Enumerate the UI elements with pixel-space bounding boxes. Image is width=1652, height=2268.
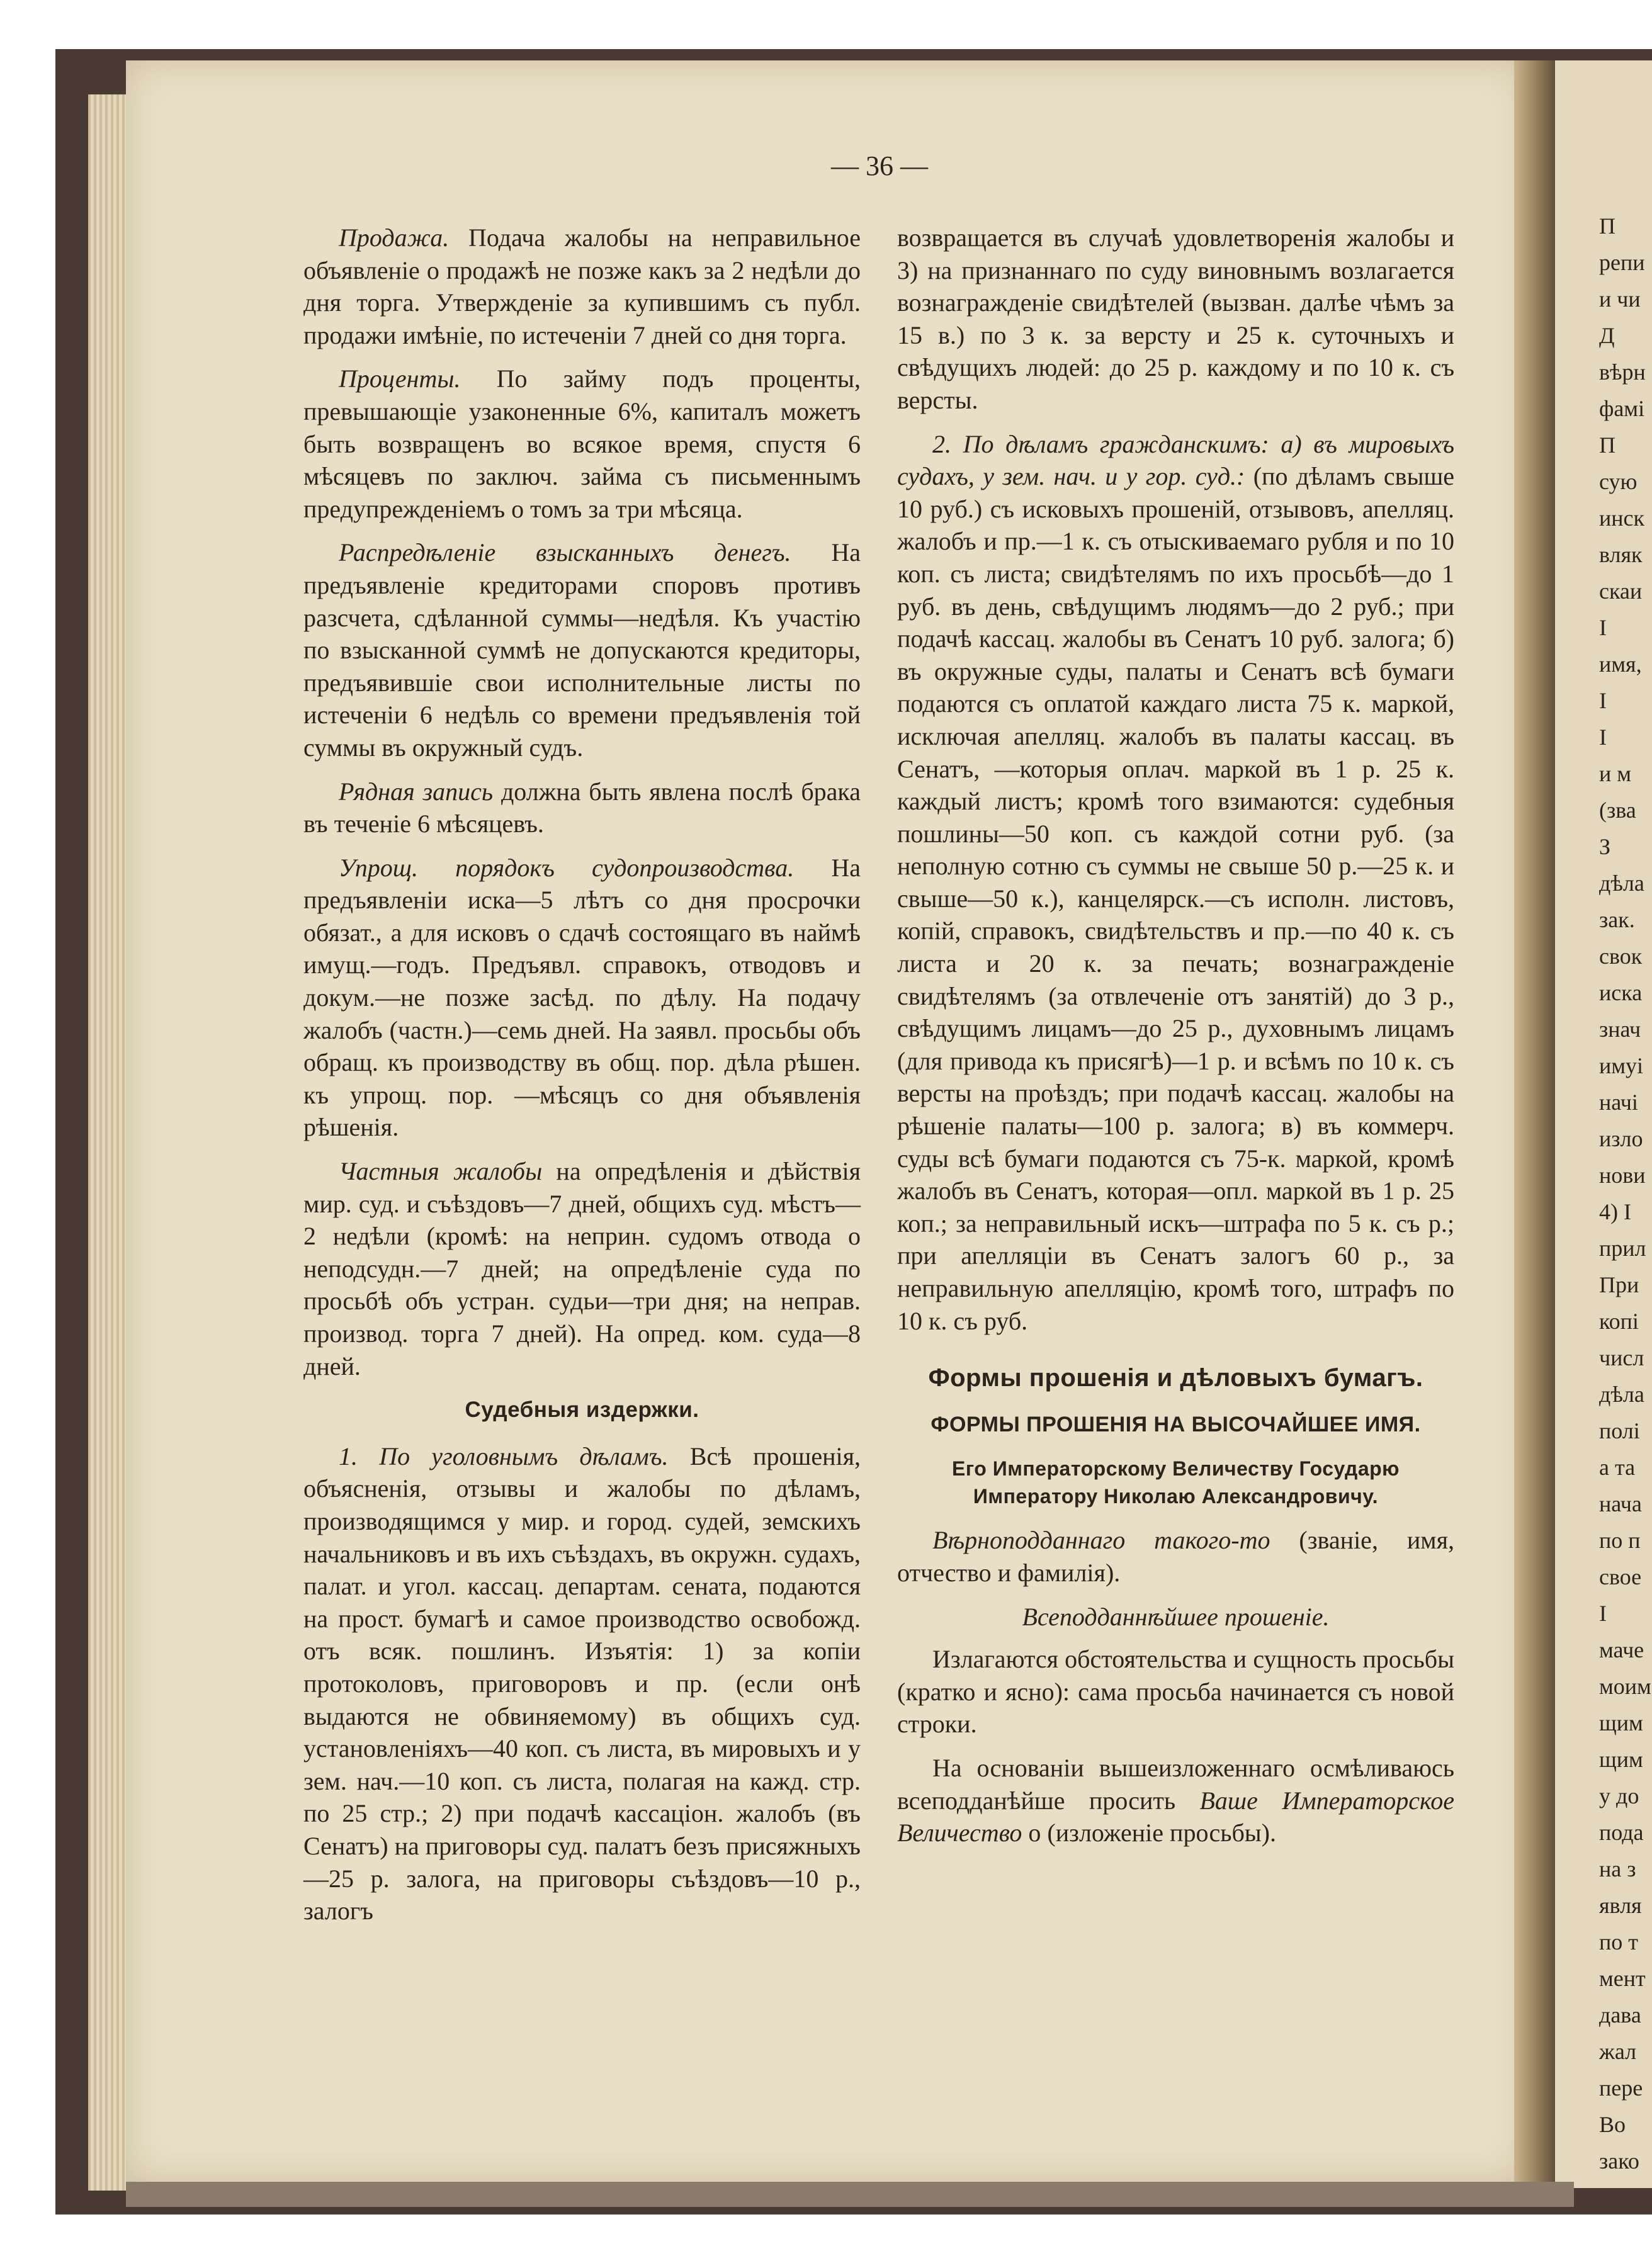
next-page-text-fragment: и м <box>1599 761 1632 786</box>
address-line: Его Императорскому Величеству Государю Императору Николаю Александровичу. <box>952 1457 1400 1508</box>
next-page-text-fragment: скаи <box>1599 578 1643 604</box>
next-page-text-fragment: пере <box>1599 2075 1643 2101</box>
next-page-text-fragment: сую <box>1599 469 1638 494</box>
next-page-text-fragment: моим <box>1599 1674 1651 1699</box>
next-page-text-fragment: прил <box>1599 1236 1646 1261</box>
next-page-text-fragment: изло <box>1599 1126 1643 1151</box>
next-page-text-fragment: свое <box>1599 1564 1642 1589</box>
next-page-text-fragment: Д <box>1599 323 1615 348</box>
section-heading-court-costs: Судебныя издержки. <box>465 1397 699 1423</box>
form-paragraph-body: Излагаются обстоятельства и сущность просьбы (кратко и ясно): сама просьба начинается съ новой строки. <box>897 1645 1454 1739</box>
next-page-text-fragment: зако <box>1599 2148 1639 2174</box>
next-page-text-fragment: начі <box>1599 1090 1638 1115</box>
next-page-text-fragment: имуі <box>1599 1053 1644 1078</box>
next-page-text-fragment: 4) І <box>1599 1199 1631 1224</box>
next-page-text-fragment: щим <box>1599 1710 1643 1735</box>
next-page-text-fragment: П <box>1599 432 1615 458</box>
paragraph-sale: Продажа. Подача жалобы на неправильное объявленіе о продажѣ не позже какъ за 2 недѣли до дня торга. Утвержденіе за купившимъ съ публ. продажи имѣніе, по истеченіи 7 дней со дня торга. <box>303 223 861 349</box>
next-page-text-fragment: вляк <box>1599 542 1643 567</box>
next-page-text-fragment: знач <box>1599 1017 1641 1042</box>
paragraph-dowry-record: Рядная запись должна быть явлена послѣ брака въ теченіе 6 мѣсяцевъ. <box>303 777 861 838</box>
paragraph-continuation: возвращается въ случаѣ удовлетворенія жалобы и 3) на признаннаго по суду виновнымъ возлагается вознагражденіе свидѣтелей (вызван. далѣе чѣмъ за 15 в.) по 3 к. за версту и 25 к. суточныхъ и свѣдущихъ людей: до 25 р. каждому и по 10 к. съ версты. <box>897 223 1454 414</box>
next-page-text-fragment: (зва <box>1599 798 1636 823</box>
next-page-text-fragment: дѣла <box>1599 871 1644 896</box>
next-page-text-fragment: на з <box>1599 1856 1636 1882</box>
next-page-text-fragment: пода <box>1599 1820 1644 1845</box>
bottom-edge <box>126 2182 1574 2207</box>
paragraph-interest: Проценты. По займу подъ проценты, превышающіе узаконенные 6%, капиталъ можетъ быть возвращенъ во всякое время, спустя 6 мѣсяцевъ по заключ. займа съ письменнымъ предупрежденіемъ о томъ за три мѣсяца. <box>303 364 861 523</box>
next-page-text-fragment: явля <box>1599 1893 1642 1918</box>
next-page-fragment <box>1555 60 1652 2188</box>
next-page-text-fragment: инск <box>1599 505 1644 531</box>
next-page-text-fragment: свок <box>1599 944 1643 969</box>
next-page-text-fragment: П <box>1599 213 1615 239</box>
paragraph-criminal-cases: 1. По уголовнымъ дѣламъ. Всѣ прошенія, объясненія, отзывы и жалобы по дѣламъ, производящимся у мир. и город. судей, земскихъ начальниковъ и въ ихъ съѣздахъ, въ окружн. судахъ, палат. и угол. кассац. департам. сената, подаются на прост. бумагѣ и самое производство освобожд. отъ всяк. пошлинъ. Изъятія: 1) за копіи протоколовъ, приговоровъ и пр. (если онѣ выдаются не обвиняемому) въ общихъ суд. установленіяхъ—40 коп. съ листа, въ мировыхъ и у зем. нач.—10 коп. съ листа, полагая на кажд. стр. по 25 стр.; 2) при подачѣ кассаціон. жалобъ (въ Сенатъ) на приговоры суд. палатъ безъ присяжныхъ—25 р. залога, на приговоры съѣздовъ—10 р., залогъ <box>303 1441 861 1926</box>
paragraph-private-complaints: Частныя жалобы на опредѣленія и дѣйствія мир. суд. и съѣздовъ—7 дней, общихъ суд. мѣстъ—2 недѣли (кромѣ: на неприн. судомъ отвода о неподсудн.—7 дней; на опредѣленіе суда по просьбѣ объ устран. судьи—три дня; на неправ. производ. торга 7 дней). На опред. ком. суда—8 дней. <box>303 1157 861 1380</box>
next-page-text-fragment: вѣрн <box>1599 359 1646 385</box>
next-page-text-fragment: а та <box>1599 1455 1636 1480</box>
next-page-text-fragment: репи <box>1599 250 1645 275</box>
next-page-text-fragment: иска <box>1599 980 1643 1005</box>
next-page-text-fragment: и чи <box>1599 286 1641 312</box>
paragraph-distribution: Распредѣленіе взысканныхъ денегъ. На предъявленіе кредиторами споровъ противъ разсчета, сдѣланной суммы—недѣля. Къ участію по взысканной суммѣ не допускаются кредиторы, предъявившіе свои исполнительные листы по истеченіи 6 недѣль со времени предъявленія той суммы въ окружный судъ. <box>303 538 861 762</box>
form-paragraph-request: На основаніи вышеизложеннаго осмѣливаюсь всеподданѣйше просить Ваше Императорское Величество о (изложеніе просьбы). <box>897 1753 1454 1848</box>
next-page-text-fragment: І <box>1599 688 1607 713</box>
next-page-text-fragment: жал <box>1599 2039 1637 2064</box>
next-page-text-fragment: по п <box>1599 1528 1641 1553</box>
subheading-petition-forms: ФОРМЫ ПРОШЕНІЯ НА ВЫСОЧАЙШЕЕ ИМЯ. <box>931 1412 1421 1436</box>
next-page-text-fragment: копі <box>1599 1309 1639 1334</box>
next-page-text-fragment: І <box>1599 1601 1607 1626</box>
form-paragraph-sender: Вѣрноподданнаго такого-то (званіе, имя, отчество и фамилія). <box>897 1526 1454 1587</box>
next-page-text-fragment: І <box>1599 615 1607 640</box>
next-page-text-fragment: зак. <box>1599 907 1635 932</box>
left-column <box>303 222 861 1939</box>
next-page-text-fragment: З <box>1599 834 1611 859</box>
next-page-text-fragment: имя, <box>1599 652 1642 677</box>
next-page-text-fragment: дава <box>1599 2002 1641 2028</box>
next-page-text-fragment: щим <box>1599 1747 1643 1772</box>
next-page-text-fragment: по т <box>1599 1929 1638 1955</box>
section-heading-forms: Формы прошенія и дѣловыхъ бумагъ. <box>928 1364 1423 1392</box>
next-page-text-fragment: у до <box>1599 1783 1639 1808</box>
next-page-text-fragment: маче <box>1599 1637 1644 1662</box>
next-page-text-fragment: нача <box>1599 1491 1642 1516</box>
next-page-text-fragment: мент <box>1599 1966 1646 1991</box>
next-page-text-fragment: При <box>1599 1272 1639 1297</box>
next-page-text-fragment: дѣла <box>1599 1382 1644 1407</box>
next-page-text-fragment: Во <box>1599 2112 1626 2137</box>
paragraph-simplified-procedure: Упрощ. порядокъ судопроизводства. На предъявленіи иска—5 лѣтъ со дня просрочки обязат., а для исковъ о сдачѣ состоящаго въ наймѣ имущ.—годъ. Предъявл. справокъ, отводовъ и докум.—не позже засѣд. по дѣлу. На подачу жалобъ (частн.)—семь дней. На заявл. просьбы объ обращ. къ производству въ общ. пор. дѣла рѣшен. къ упрощ. пор. —мѣсяцъ со дня объявленія рѣшенія. <box>303 853 861 1142</box>
paragraph-civil-cases: 2. По дѣламъ гражданскимъ: а) въ мировыхъ судахъ, у зем. нач. и у гор. суд.: (по дѣламъ свыше 10 руб.) съ исковыхъ прошеній, отзывовъ, апелляц. жалобъ и пр.—1 к. съ отыскиваемаго рубля и по 10 коп. съ листа; свидѣтелямъ по ихъ просьбѣ—до 1 руб. въ день, свѣдущимъ людямъ—до 2 руб.; при подачѣ кассац. жалобы въ Сенатъ 10 руб. залога; б) въ окружные суды, палаты и Сенатъ всѣ бумаги подаются съ оплатой каждаго листа 75 к. маркой, исключая апелляц. жалобъ въ палаты кассац. въ Сенатъ, —которыя оплач. маркой въ 1 р. 25 к. каждый листъ; кромѣ того взимаются: судебныя пошлины—50 коп. съ каждой сотни руб. (за неполную сотню съ суммы не свыше 50 р.—25 к. и свыше—50 к.), канцелярск.—съ исполн. листовъ, копій, справокъ, свидѣтельствъ и пр.—по 40 к. съ листа и 20 к. за печать; вознагражденіе свидѣтелямъ (за отвлеченіе отъ занятій) до 3 р., свѣдущимъ лицамъ—до 25 р., духовнымъ лицамъ (для привода къ присягѣ)—1 р. и всѣмъ по 10 к. съ версты на проѣздъ; при подачѣ кассац. жалобы на рѣшеніе палаты—100 р. залога; в) въ коммерч. суды всѣ бумаги подаются съ 75-к. маркой, кромѣ жалобъ въ Сенатъ, которая—опл. маркой въ 1 р. 25 коп.; за неправильный искъ—штрафа по 5 к. съ р.; при апелляціи въ Сенатъ залогъ 60 р., за неправильную апелляцію, кромѣ того, штрафъ по 10 к. съ руб. <box>897 429 1454 1335</box>
page-number: — 36 — <box>831 150 928 181</box>
book-gutter <box>1514 60 1558 2188</box>
right-column <box>897 222 1454 1861</box>
form-title: Всеподданнѣйшее прошеніе. <box>1022 1602 1330 1631</box>
next-page-text-fragment: полі <box>1599 1418 1640 1443</box>
next-page-text-fragment: фамі <box>1599 396 1645 421</box>
next-page-text-fragment: числ <box>1599 1345 1644 1370</box>
next-page-text-fragment: нови <box>1599 1163 1646 1188</box>
next-page-text-fragment: І <box>1599 725 1607 750</box>
